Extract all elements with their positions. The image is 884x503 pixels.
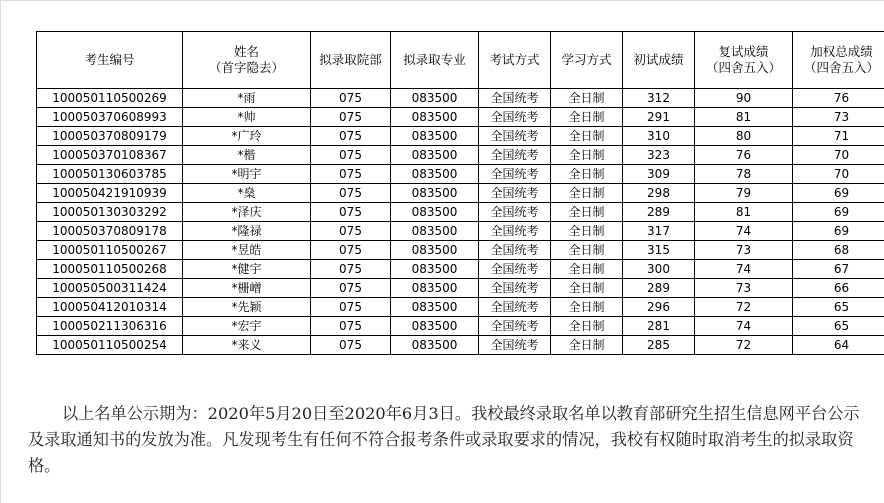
admission-roster-table [36, 31, 884, 355]
table-cell: 74 [695, 222, 793, 241]
header-cell [793, 32, 884, 89]
table-cell: 全日制 [551, 241, 623, 260]
table-cell: 083500 [391, 279, 479, 298]
header-label: 加权总成绩 [810, 44, 873, 59]
table-cell: *隆禄 [183, 222, 311, 241]
table-cell: *雨 [183, 89, 311, 108]
table-cell: 全国统考 [479, 89, 551, 108]
table-cell: 083500 [391, 222, 479, 241]
table-cell: 全日制 [551, 317, 623, 336]
table-cell: 全国统考 [479, 260, 551, 279]
table-cell: 100050110500268 [37, 260, 183, 279]
table-cell: *健宇 [183, 260, 311, 279]
table-header-row [37, 32, 884, 89]
table-cell: 296 [623, 298, 695, 317]
table-cell: 075 [311, 317, 391, 336]
table-row [37, 184, 884, 203]
table-cell: 075 [311, 108, 391, 127]
table-cell: *泽庆 [183, 203, 311, 222]
table-cell: 285 [623, 336, 695, 355]
table-row [37, 317, 884, 336]
table-cell: 全日制 [551, 222, 623, 241]
table-cell: 289 [623, 203, 695, 222]
table-cell: 67 [793, 260, 884, 279]
table-cell: 全日制 [551, 127, 623, 146]
header-cell [551, 32, 623, 89]
header-cell [623, 32, 695, 89]
table-cell: 73 [695, 279, 793, 298]
table-cell: 81 [695, 108, 793, 127]
table-row [37, 260, 884, 279]
table-cell: 70 [793, 165, 884, 184]
header-label: 复试成绩 [718, 44, 769, 59]
table-cell: 全日制 [551, 184, 623, 203]
table-cell: 100050110500269 [37, 89, 183, 108]
header-label: （四舍五入） [803, 60, 879, 75]
table-cell: 100050500311424 [37, 279, 183, 298]
table-row [37, 108, 884, 127]
table-cell: 73 [793, 108, 884, 127]
table-row [37, 279, 884, 298]
frame-border-left [0, 0, 1, 503]
table-cell: 全日制 [551, 336, 623, 355]
table-cell: 全日制 [551, 260, 623, 279]
table-cell: 全国统考 [479, 108, 551, 127]
table-cell: 100050370809179 [37, 127, 183, 146]
table-cell: 100050211306316 [37, 317, 183, 336]
table-cell: 全日制 [551, 165, 623, 184]
table-cell: 全国统考 [479, 298, 551, 317]
table-cell: 100050412010314 [37, 298, 183, 317]
table-cell: 81 [695, 203, 793, 222]
table-cell: *栅嶒 [183, 279, 311, 298]
table-cell: 全国统考 [479, 279, 551, 298]
table-cell: 69 [793, 184, 884, 203]
table-row [37, 203, 884, 222]
table-cell: 075 [311, 336, 391, 355]
table-row [37, 336, 884, 355]
table-cell: *宏宇 [183, 317, 311, 336]
table-cell: 315 [623, 241, 695, 260]
table-cell: 69 [793, 203, 884, 222]
table-cell: 90 [695, 89, 793, 108]
table-cell: 64 [793, 336, 884, 355]
table-cell: 083500 [391, 184, 479, 203]
table-cell: 075 [311, 165, 391, 184]
table-cell: 083500 [391, 336, 479, 355]
table-cell: 65 [793, 298, 884, 317]
header-cell [311, 32, 391, 89]
table-cell: 281 [623, 317, 695, 336]
table-cell: 65 [793, 317, 884, 336]
table-cell: 323 [623, 146, 695, 165]
table-cell: 全日制 [551, 203, 623, 222]
table-cell: 76 [695, 146, 793, 165]
header-label: （首字隐去） [208, 60, 284, 75]
table-cell: 70 [793, 146, 884, 165]
table-cell: 69 [793, 222, 884, 241]
table-cell: 075 [311, 298, 391, 317]
table-cell: 全国统考 [479, 222, 551, 241]
table-cell: 68 [793, 241, 884, 260]
header-label: 拟录取专业 [403, 52, 466, 67]
table-cell: 291 [623, 108, 695, 127]
table-row [37, 298, 884, 317]
table-cell: 100050130603785 [37, 165, 183, 184]
notice-text: 以上名单公示期为：2020年5月20日至2020年6月3日。我校最终录取名单以教育部研究生招生信息网平台公示及录取通知书的发放为准。凡发现考生有任何不符合报考条件或录取要求的情况，我校有权随时取消考生的拟录取资格。 [28, 404, 860, 475]
header-cell [183, 32, 311, 89]
table-cell: 全日制 [551, 89, 623, 108]
table-cell: 全日制 [551, 146, 623, 165]
table-cell: *昱皓 [183, 241, 311, 260]
table-cell: 317 [623, 222, 695, 241]
table-cell: 298 [623, 184, 695, 203]
table-body [37, 89, 884, 355]
table-cell: 310 [623, 127, 695, 146]
table-cell: 100050110500254 [37, 336, 183, 355]
table-cell: *明宇 [183, 165, 311, 184]
header-label: （四舍五入） [705, 60, 781, 75]
table-cell: 全国统考 [479, 203, 551, 222]
table-cell: 300 [623, 260, 695, 279]
table-cell: 100050370809178 [37, 222, 183, 241]
table-row [37, 241, 884, 260]
header-label: 考生编号 [84, 52, 135, 67]
table-cell: 72 [695, 298, 793, 317]
table-cell: 100050421910939 [37, 184, 183, 203]
table-cell: 76 [793, 89, 884, 108]
table-cell: 083500 [391, 108, 479, 127]
table-cell: *广玲 [183, 127, 311, 146]
table-cell: 全国统考 [479, 165, 551, 184]
table-cell: 075 [311, 127, 391, 146]
table-cell: 71 [793, 127, 884, 146]
header-cell [695, 32, 793, 89]
table-cell: 80 [695, 127, 793, 146]
table-cell: 289 [623, 279, 695, 298]
table-cell: 全国统考 [479, 146, 551, 165]
table-cell: *楷 [183, 146, 311, 165]
header-label: 姓名 [233, 44, 259, 59]
header-label: 拟录取院部 [319, 52, 382, 67]
table-cell: 075 [311, 241, 391, 260]
table-cell: 全国统考 [479, 241, 551, 260]
table-cell: 075 [311, 146, 391, 165]
table-cell: 075 [311, 279, 391, 298]
table-cell: *帅 [183, 108, 311, 127]
table-cell: 100050110500267 [37, 241, 183, 260]
table-cell: 全国统考 [479, 184, 551, 203]
table-cell: 66 [793, 279, 884, 298]
table-row [37, 127, 884, 146]
table-cell: 083500 [391, 317, 479, 336]
header-cell [37, 32, 183, 89]
notice-paragraph [28, 401, 860, 479]
table-cell: 全国统考 [479, 317, 551, 336]
table-cell: 100050370608993 [37, 108, 183, 127]
table-cell: 312 [623, 89, 695, 108]
table-row [37, 146, 884, 165]
header-cell [479, 32, 551, 89]
table-cell: 083500 [391, 241, 479, 260]
table-cell: *先颖 [183, 298, 311, 317]
table-row [37, 165, 884, 184]
header-label: 初试成绩 [633, 52, 684, 67]
table-cell: 083500 [391, 127, 479, 146]
header-label: 考试方式 [489, 52, 540, 67]
table-row [37, 222, 884, 241]
table-cell: 083500 [391, 203, 479, 222]
table-cell: 74 [695, 260, 793, 279]
table-cell: 075 [311, 260, 391, 279]
table-cell: 全日制 [551, 108, 623, 127]
table-cell: 083500 [391, 89, 479, 108]
table-cell: 100050370108367 [37, 146, 183, 165]
table-cell: 075 [311, 222, 391, 241]
table-cell: 083500 [391, 298, 479, 317]
table-cell: 083500 [391, 146, 479, 165]
table-cell: 全国统考 [479, 336, 551, 355]
table-cell: 075 [311, 184, 391, 203]
table-cell: 309 [623, 165, 695, 184]
table-cell: *来义 [183, 336, 311, 355]
table-cell: 075 [311, 89, 391, 108]
table-cell: 全国统考 [479, 127, 551, 146]
table-cell: 全日制 [551, 298, 623, 317]
table-cell: 100050130303292 [37, 203, 183, 222]
header-cell [391, 32, 479, 89]
table-cell: *燊 [183, 184, 311, 203]
table-cell: 73 [695, 241, 793, 260]
table-cell: 74 [695, 317, 793, 336]
table-cell: 075 [311, 203, 391, 222]
table-cell: 79 [695, 184, 793, 203]
table-cell: 全日制 [551, 279, 623, 298]
table-cell: 78 [695, 165, 793, 184]
frame-border-top [0, 0, 884, 1]
table-cell: 72 [695, 336, 793, 355]
table-cell: 083500 [391, 165, 479, 184]
table-row [37, 89, 884, 108]
header-label: 学习方式 [561, 52, 612, 67]
table-cell: 083500 [391, 260, 479, 279]
